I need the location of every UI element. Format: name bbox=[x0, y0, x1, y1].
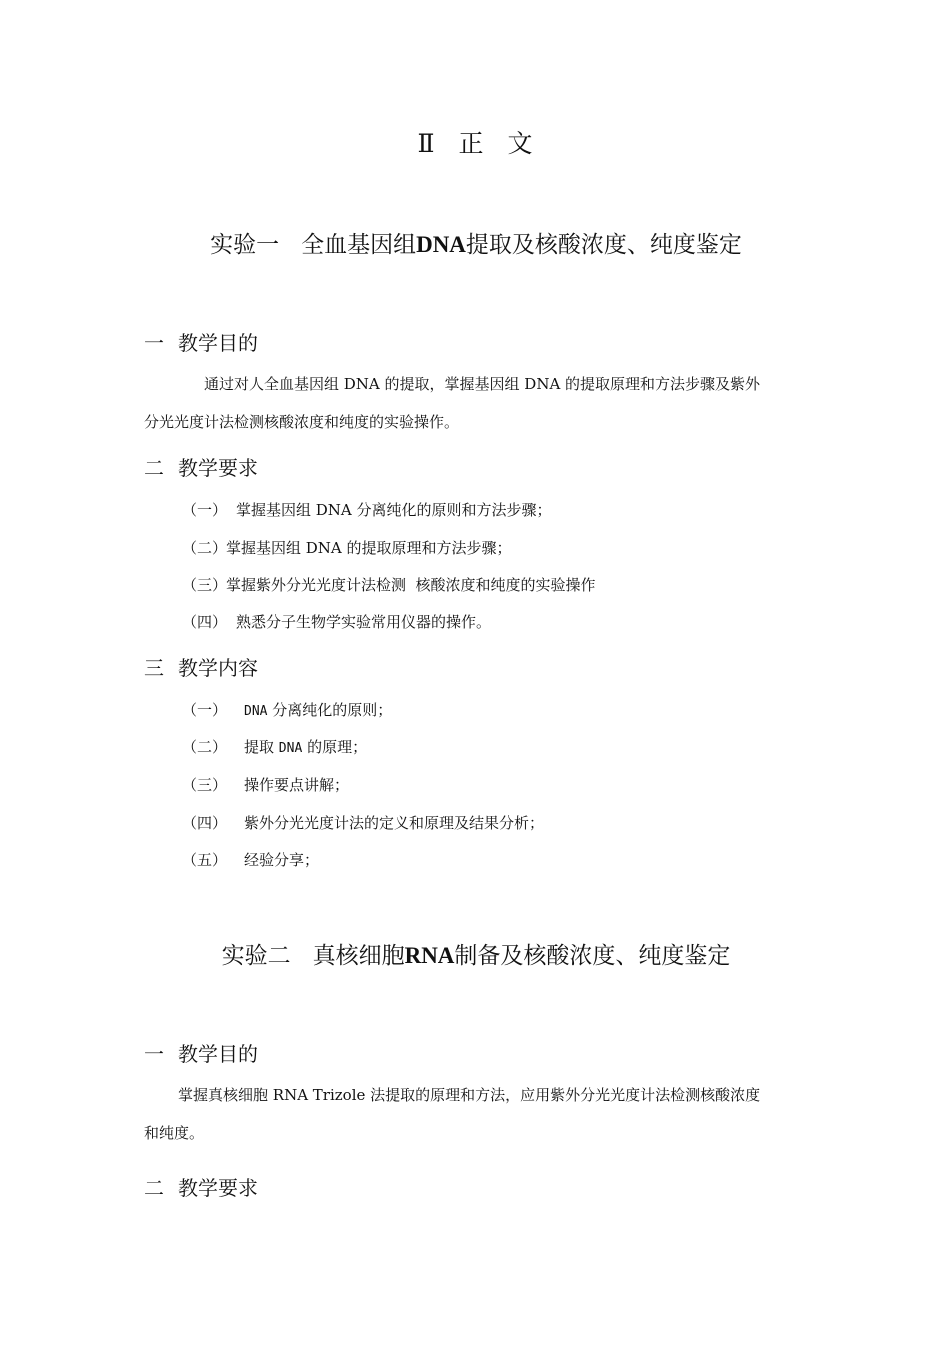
exp1-section-requirements-heading: 二 教学要求 bbox=[144, 456, 258, 480]
page-title: Ⅱ 正 文 bbox=[417, 129, 535, 158]
exp2-section-requirements-heading: 二 教学要求 bbox=[144, 1176, 258, 1200]
list-item: （三）掌握紫外分光光度计法检测 核酸浓度和纯度的实验操作 bbox=[182, 576, 596, 594]
list-item: （二）掌握基因组 DNA 的提取原理和方法步骤； bbox=[182, 539, 512, 557]
list-item: （四） 熟悉分子生物学实验常用仪器的操作。 bbox=[182, 613, 492, 631]
experiment-2-title: 实验二 真核细胞RNA制备及核酸浓度、纯度鉴定 bbox=[221, 943, 731, 969]
exp2-objective-line-1: 掌握真核细胞 RNA Trizole 法提取的原理和方法，应用紫外分光光度计法检测核酸浓度 bbox=[178, 1086, 761, 1104]
list-item: （三） 操作要点讲解； bbox=[182, 776, 350, 794]
exp1-section-objective-heading: 一 教学目的 bbox=[144, 331, 258, 355]
exp1-section-content-heading: 三 教学内容 bbox=[144, 656, 258, 680]
list-item: （二） 提取 DNA 的原理； bbox=[182, 738, 368, 756]
exp1-objective-line-1: 通过对人全血基因组 DNA 的提取，掌握基因组 DNA 的提取原理和方法步骤及紫外 bbox=[204, 375, 761, 393]
list-item: （五） 经验分享； bbox=[182, 851, 320, 869]
exp1-objective-line-2: 分光光度计法检测核酸浓度和纯度的实验操作。 bbox=[144, 413, 460, 431]
exp2-objective-line-2: 和纯度。 bbox=[144, 1124, 205, 1142]
list-item: （四） 紫外分光光度计法的定义和原理及结果分析； bbox=[182, 814, 545, 832]
experiment-1-title: 实验一 全血基因组DNA提取及核酸浓度、纯度鉴定 bbox=[210, 232, 742, 258]
exp2-section-objective-heading: 一 教学目的 bbox=[144, 1042, 258, 1066]
list-item: （一） DNA 分离纯化的原则； bbox=[182, 701, 393, 719]
list-item: （一） 掌握基因组 DNA 分离纯化的原则和方法步骤； bbox=[182, 501, 552, 519]
